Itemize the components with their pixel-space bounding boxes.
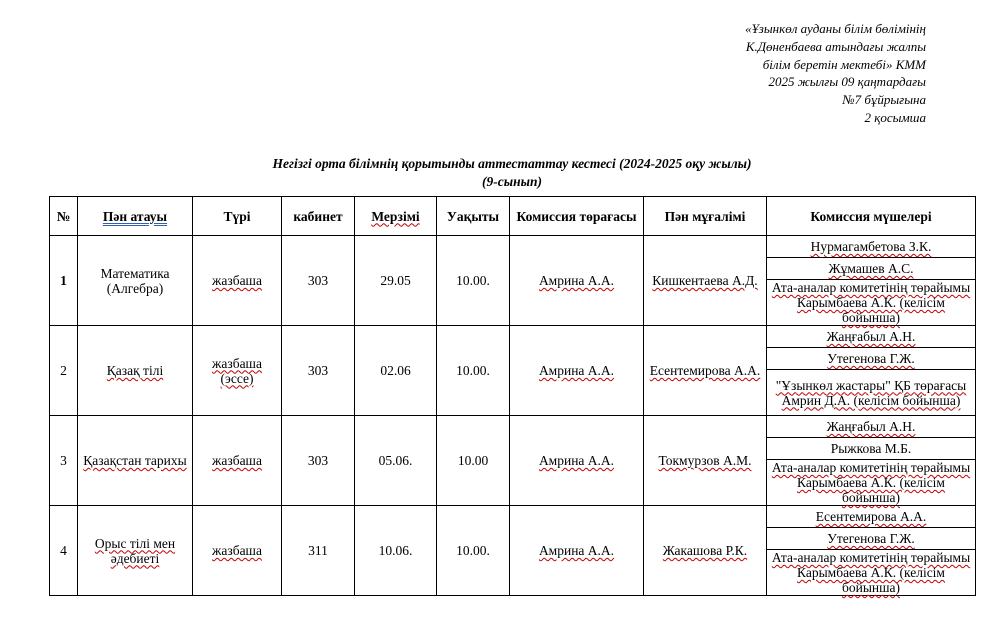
member-cell: "Ұзынкөл жастары" ҚБ төрағасы Амрин Д.А. (келісім бойынша) [767, 370, 976, 416]
col-header-room: кабинет [282, 197, 355, 236]
document-header [596, 20, 926, 127]
member-cell: Жаңғабыл А.Н. [767, 416, 976, 438]
row-number: 4 [50, 506, 78, 596]
date-cell: 02.06 [355, 326, 437, 416]
subject-cell: Қазақстан тарихы [78, 416, 193, 506]
time-cell: 10.00. [437, 506, 510, 596]
header-line: №7 бұйрығына [842, 92, 926, 108]
room-cell: 303 [282, 236, 355, 326]
date-cell: 05.06. [355, 416, 437, 506]
member-cell: Нурмагамбетова З.К. [767, 236, 976, 258]
col-header-type: Түрі [193, 197, 282, 236]
table-row [50, 506, 976, 528]
col-header-time: Уақыты [437, 197, 510, 236]
chair-cell: Амрина А.А. [510, 326, 644, 416]
subject-cell: Математика (Алгебра) [78, 236, 193, 326]
header-line: білім беретін мектебі» КММ [762, 56, 926, 72]
teacher-cell: Есентемирова А.А. [644, 326, 767, 416]
col-header-members: Комиссия мүшелері [767, 197, 976, 236]
member-cell: Ата-аналар комитетінің төрайымы Карымбаева А.К. (келісім бойынша) [767, 550, 976, 596]
member-cell: Ата-аналар комитетінің төрайымы Карымбаева А.К. (келісім бойынша) [767, 280, 976, 326]
time-cell: 10.00. [437, 236, 510, 326]
date-cell: 29.05 [355, 236, 437, 326]
header-line: 2 қосымша [864, 109, 926, 125]
row-number: 1 [50, 236, 78, 326]
member-cell: Жаңғабыл А.Н. [767, 326, 976, 348]
room-cell: 303 [282, 416, 355, 506]
teacher-cell: Жакашова Р.К. [644, 506, 767, 596]
col-header-chair: Комиссия төрағасы [510, 197, 644, 236]
member-cell: Утегенова Г.Ж. [767, 348, 976, 370]
time-cell: 10.00 [437, 416, 510, 506]
table-row [50, 326, 976, 348]
chair-cell: Амрина А.А. [510, 506, 644, 596]
teacher-cell: Токмурзов А.М. [644, 416, 767, 506]
member-cell: Жұмашев А.С. [767, 258, 976, 280]
header-line: К.Дөненбаева атындағы жалпы [745, 38, 926, 54]
type-cell: жазбаша (эссе) [193, 326, 282, 416]
room-cell: 311 [282, 506, 355, 596]
room-cell: 303 [282, 326, 355, 416]
chair-cell: Амрина А.А. [510, 416, 644, 506]
row-number: 2 [50, 326, 78, 416]
member-cell: Есентемирова А.А. [767, 506, 976, 528]
col-header-num: № [50, 197, 78, 236]
type-cell: жазбаша [193, 236, 282, 326]
table-header-row [50, 197, 976, 236]
header-line: «Ұзынкөл ауданы білім бөлімінің [745, 21, 926, 36]
title-line-1: Негізгі орта білімнің қорытынды аттестаттау кестесі (2024-2025 оқу жылы) [272, 156, 752, 171]
member-cell: Рыжкова М.Б. [767, 438, 976, 460]
member-cell: Утегенова Г.Ж. [767, 528, 976, 550]
type-cell: жазбаша [193, 416, 282, 506]
type-cell: жазбаша [193, 506, 282, 596]
title-line-2: (9-сынып) [482, 174, 542, 189]
time-cell: 10.00. [437, 326, 510, 416]
document-title [0, 155, 989, 191]
subject-cell: Орыс тілі мен әдебиеті [78, 506, 193, 596]
row-number: 3 [50, 416, 78, 506]
table-row [50, 416, 976, 438]
col-header-teacher: Пән мұғалімі [644, 197, 767, 236]
subject-cell: Қазақ тілі [78, 326, 193, 416]
date-cell: 10.06. [355, 506, 437, 596]
member-cell: Ата-аналар комитетінің төрайымы Карымбаева А.К. (келісім бойынша) [767, 460, 976, 506]
table-row [50, 236, 976, 258]
teacher-cell: Кишкентаева А.Д. [644, 236, 767, 326]
chair-cell: Амрина А.А. [510, 236, 644, 326]
col-header-subject: Пән атауы [78, 197, 193, 236]
col-header-date: Мерзімі [355, 197, 437, 236]
header-line: 2025 жылғы 09 қаңтардағы [768, 74, 926, 90]
schedule-table [49, 196, 976, 596]
